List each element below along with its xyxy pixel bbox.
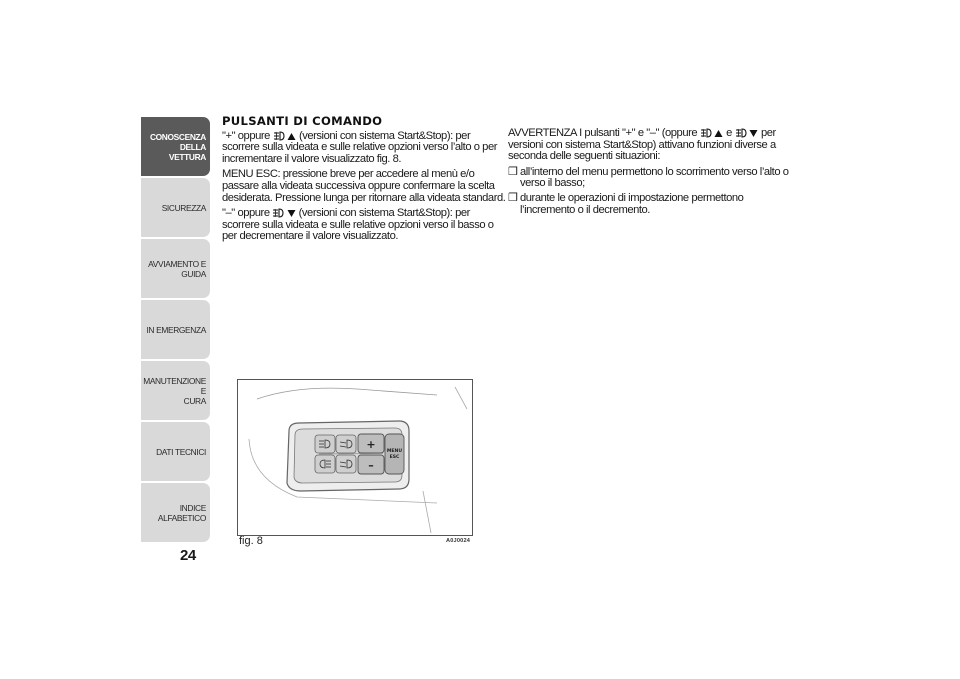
tab-conoscenza-della-vettura[interactable]: CONOSCENZA DELLA VETTURA [141,117,210,176]
right-column [508,128,800,219]
menu-esc-paragraph: MENU ESC: pressione breve per accedere al menù e/o passare alla videata successiva oppure confermare la scelta desiderata. Pressione lunga per ritornare alla videata standard. [222,168,506,204]
tab-sicurezza[interactable]: SICUREZZA [141,178,210,237]
warning-rest: versioni con sistema Start&Stop) attivano funzioni diverse a seconda delle seguenti situazioni: [508,138,776,163]
figure-caption: fig. 8 [239,535,263,547]
minus-text: (versioni con sistema Start&Stop): per scorrere sulla videata e sulle relative opzioni verso il basso o per decrementare il valore visualizzato. [222,207,494,243]
triangle-up-icon [714,129,723,138]
warning-and: e [726,127,732,139]
bullet-text: durante le operazioni di impostazione permettono l’incremento o il decremento. [520,191,744,216]
bullet-marker: ❒ [508,191,518,204]
bullet-text: all’interno del menu permettono lo scorrimento verso l’alto o verso il basso; [520,165,789,190]
menu-esc-label-2: ESC [389,455,400,460]
bullet-item [508,167,800,190]
front-fog-light-icon [273,131,285,141]
plus-button: + [366,438,376,451]
minus-prefix: "–" oppure [222,207,270,220]
plus-button-paragraph [222,131,507,166]
triangle-down-icon [749,129,758,138]
figure-code: A0J0024 [446,538,471,544]
tab-in-emergenza[interactable]: IN EMERGENZA [141,300,210,359]
plus-text: (versioni con sistema Start&Stop): per scorrere sulla videata e sulle relative opzioni verso l’alto o per incrementare il valore visualizzato fig. 8. [222,129,498,165]
bullet-item [508,193,800,216]
minus-button-paragraph [222,208,507,243]
tab-indice-alfabetico[interactable]: INDICE ALFABETICO [141,483,210,542]
warning-prefix: AVVERTENZA I pulsanti "+" e "–" (oppure [508,127,698,139]
front-fog-light-icon [700,128,712,138]
front-fog-light-icon [735,128,747,138]
front-fog-light-icon [272,208,284,218]
left-column [222,116,507,247]
triangle-down-icon [287,209,296,218]
control-panel-illustration [237,379,473,536]
page-number: 24 [180,547,196,564]
section-heading: PULSANTI DI COMANDO [222,114,383,128]
warning-paragraph [508,128,800,163]
triangle-up-icon [287,132,296,141]
menu-esc-label-1: MENU [386,449,403,454]
tab-avviamento-e-guida[interactable]: AVVIAMENTO E GUIDA [141,239,210,298]
minus-button: – [368,459,374,472]
tab-dati-tecnici[interactable]: DATI TECNICI [141,422,210,481]
plus-prefix: "+" oppure [222,129,270,142]
warning-per: per [760,127,776,139]
bullet-marker: ❒ [508,165,518,178]
tab-manutenzione-e-cura[interactable]: MANUTENZIONE E CURA [141,361,210,420]
